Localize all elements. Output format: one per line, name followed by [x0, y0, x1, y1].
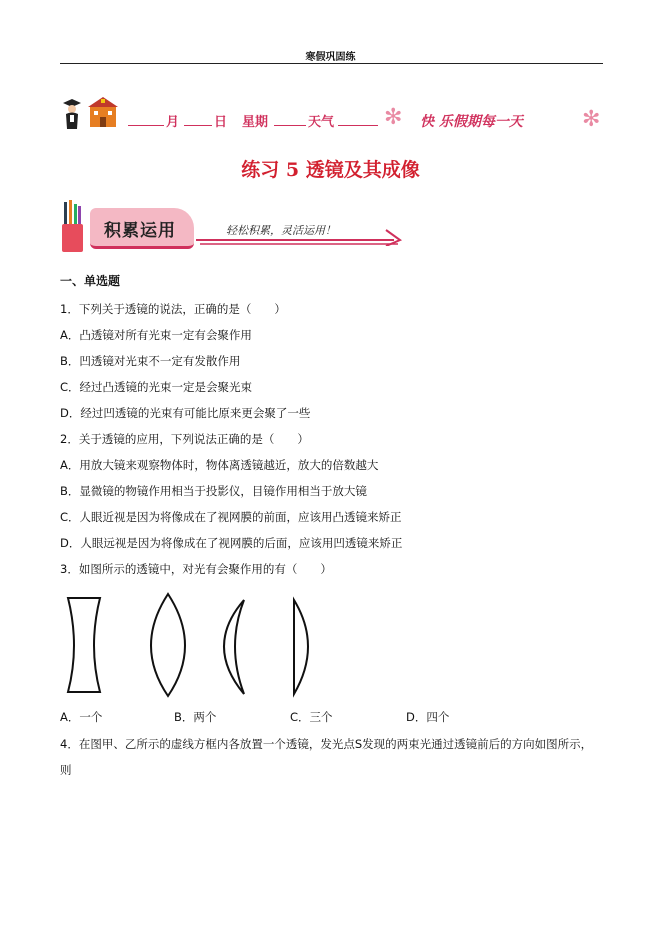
- question-1-option-b: B．凹透镜对光束不一定有发散作用: [60, 354, 241, 368]
- snowflake-icon: ✻: [582, 107, 601, 132]
- banner-slogan: 轻松积累，灵活运用！: [226, 224, 336, 237]
- page-header: 寒假巩固练: [305, 52, 356, 63]
- pencil-cup-icon: [60, 200, 84, 254]
- biconvex-lens: [151, 594, 185, 696]
- question-3-option-a: A．一个: [60, 710, 103, 724]
- question-3-option-b: B．两个: [174, 710, 217, 724]
- section-banner: [60, 200, 405, 256]
- date-line: [60, 103, 605, 139]
- page-title: 练习 5 透镜及其成像: [241, 159, 420, 181]
- weekday-label: 星期: [242, 115, 269, 130]
- weather-label: 天气: [308, 115, 335, 130]
- question-3-option-c: C．三个: [290, 710, 333, 724]
- banner-label-box: [90, 208, 194, 249]
- plano-convex-lens: [294, 600, 308, 694]
- question-1-option-a: A．凸透镜对所有光束一定有会聚作用: [60, 328, 252, 342]
- question-2-option-d: D．人眼远视是因为将像成在了视网膜的后面，应该用凹透镜来矫正: [60, 536, 403, 550]
- graduate-icon: [60, 97, 84, 131]
- question-2-option-c: C．人眼近视是因为将像成在了视网膜的前面，应该用凸透镜来矫正: [60, 510, 402, 524]
- question-2-stem: 2．关于透镜的应用，下列说法正确的是（ ）: [60, 432, 309, 446]
- day-label: 日: [214, 115, 228, 130]
- banner-label: 积累运用: [104, 221, 176, 241]
- question-3-option-d: D．四个: [406, 710, 450, 724]
- month-label: 月: [166, 115, 180, 130]
- question-1-option-c: C．经过凸透镜的光束一定是会聚光束: [60, 380, 253, 394]
- snowflake-icon: ✻: [384, 105, 403, 130]
- question-4-stem-line2: 则: [60, 763, 72, 777]
- question-4-stem-line1: 4．在图甲、乙所示的虚线方框内各放置一个透镜，发光点S发现的两束光通过透镜前后的方向如图所示，: [60, 737, 593, 751]
- school-building-icon: [84, 95, 122, 129]
- section-heading: 一、单选题: [60, 274, 121, 288]
- question-1-option-d: D．经过凹透镜的光束有可能比原来更会聚了一些: [60, 406, 311, 420]
- lens-figure: [60, 592, 360, 700]
- motto-text: 快 乐假期每一天: [420, 114, 523, 130]
- header-divider: [60, 63, 603, 64]
- arrow-icon: [194, 226, 404, 246]
- question-2-option-a: A．用放大镜来观察物体时，物体离透镜越近，放大的倍数越大: [60, 458, 379, 472]
- question-2-option-b: B．显微镜的物镜作用相当于投影仪，目镜作用相当于放大镜: [60, 484, 367, 498]
- question-3-stem: 3．如图所示的透镜中，对光有会聚作用的有（ ）: [60, 562, 332, 576]
- question-1-stem: 1．下列关于透镜的说法，正确的是（ ）: [60, 302, 286, 316]
- meniscus-lens: [224, 600, 244, 694]
- biconcave-lens: [68, 598, 100, 692]
